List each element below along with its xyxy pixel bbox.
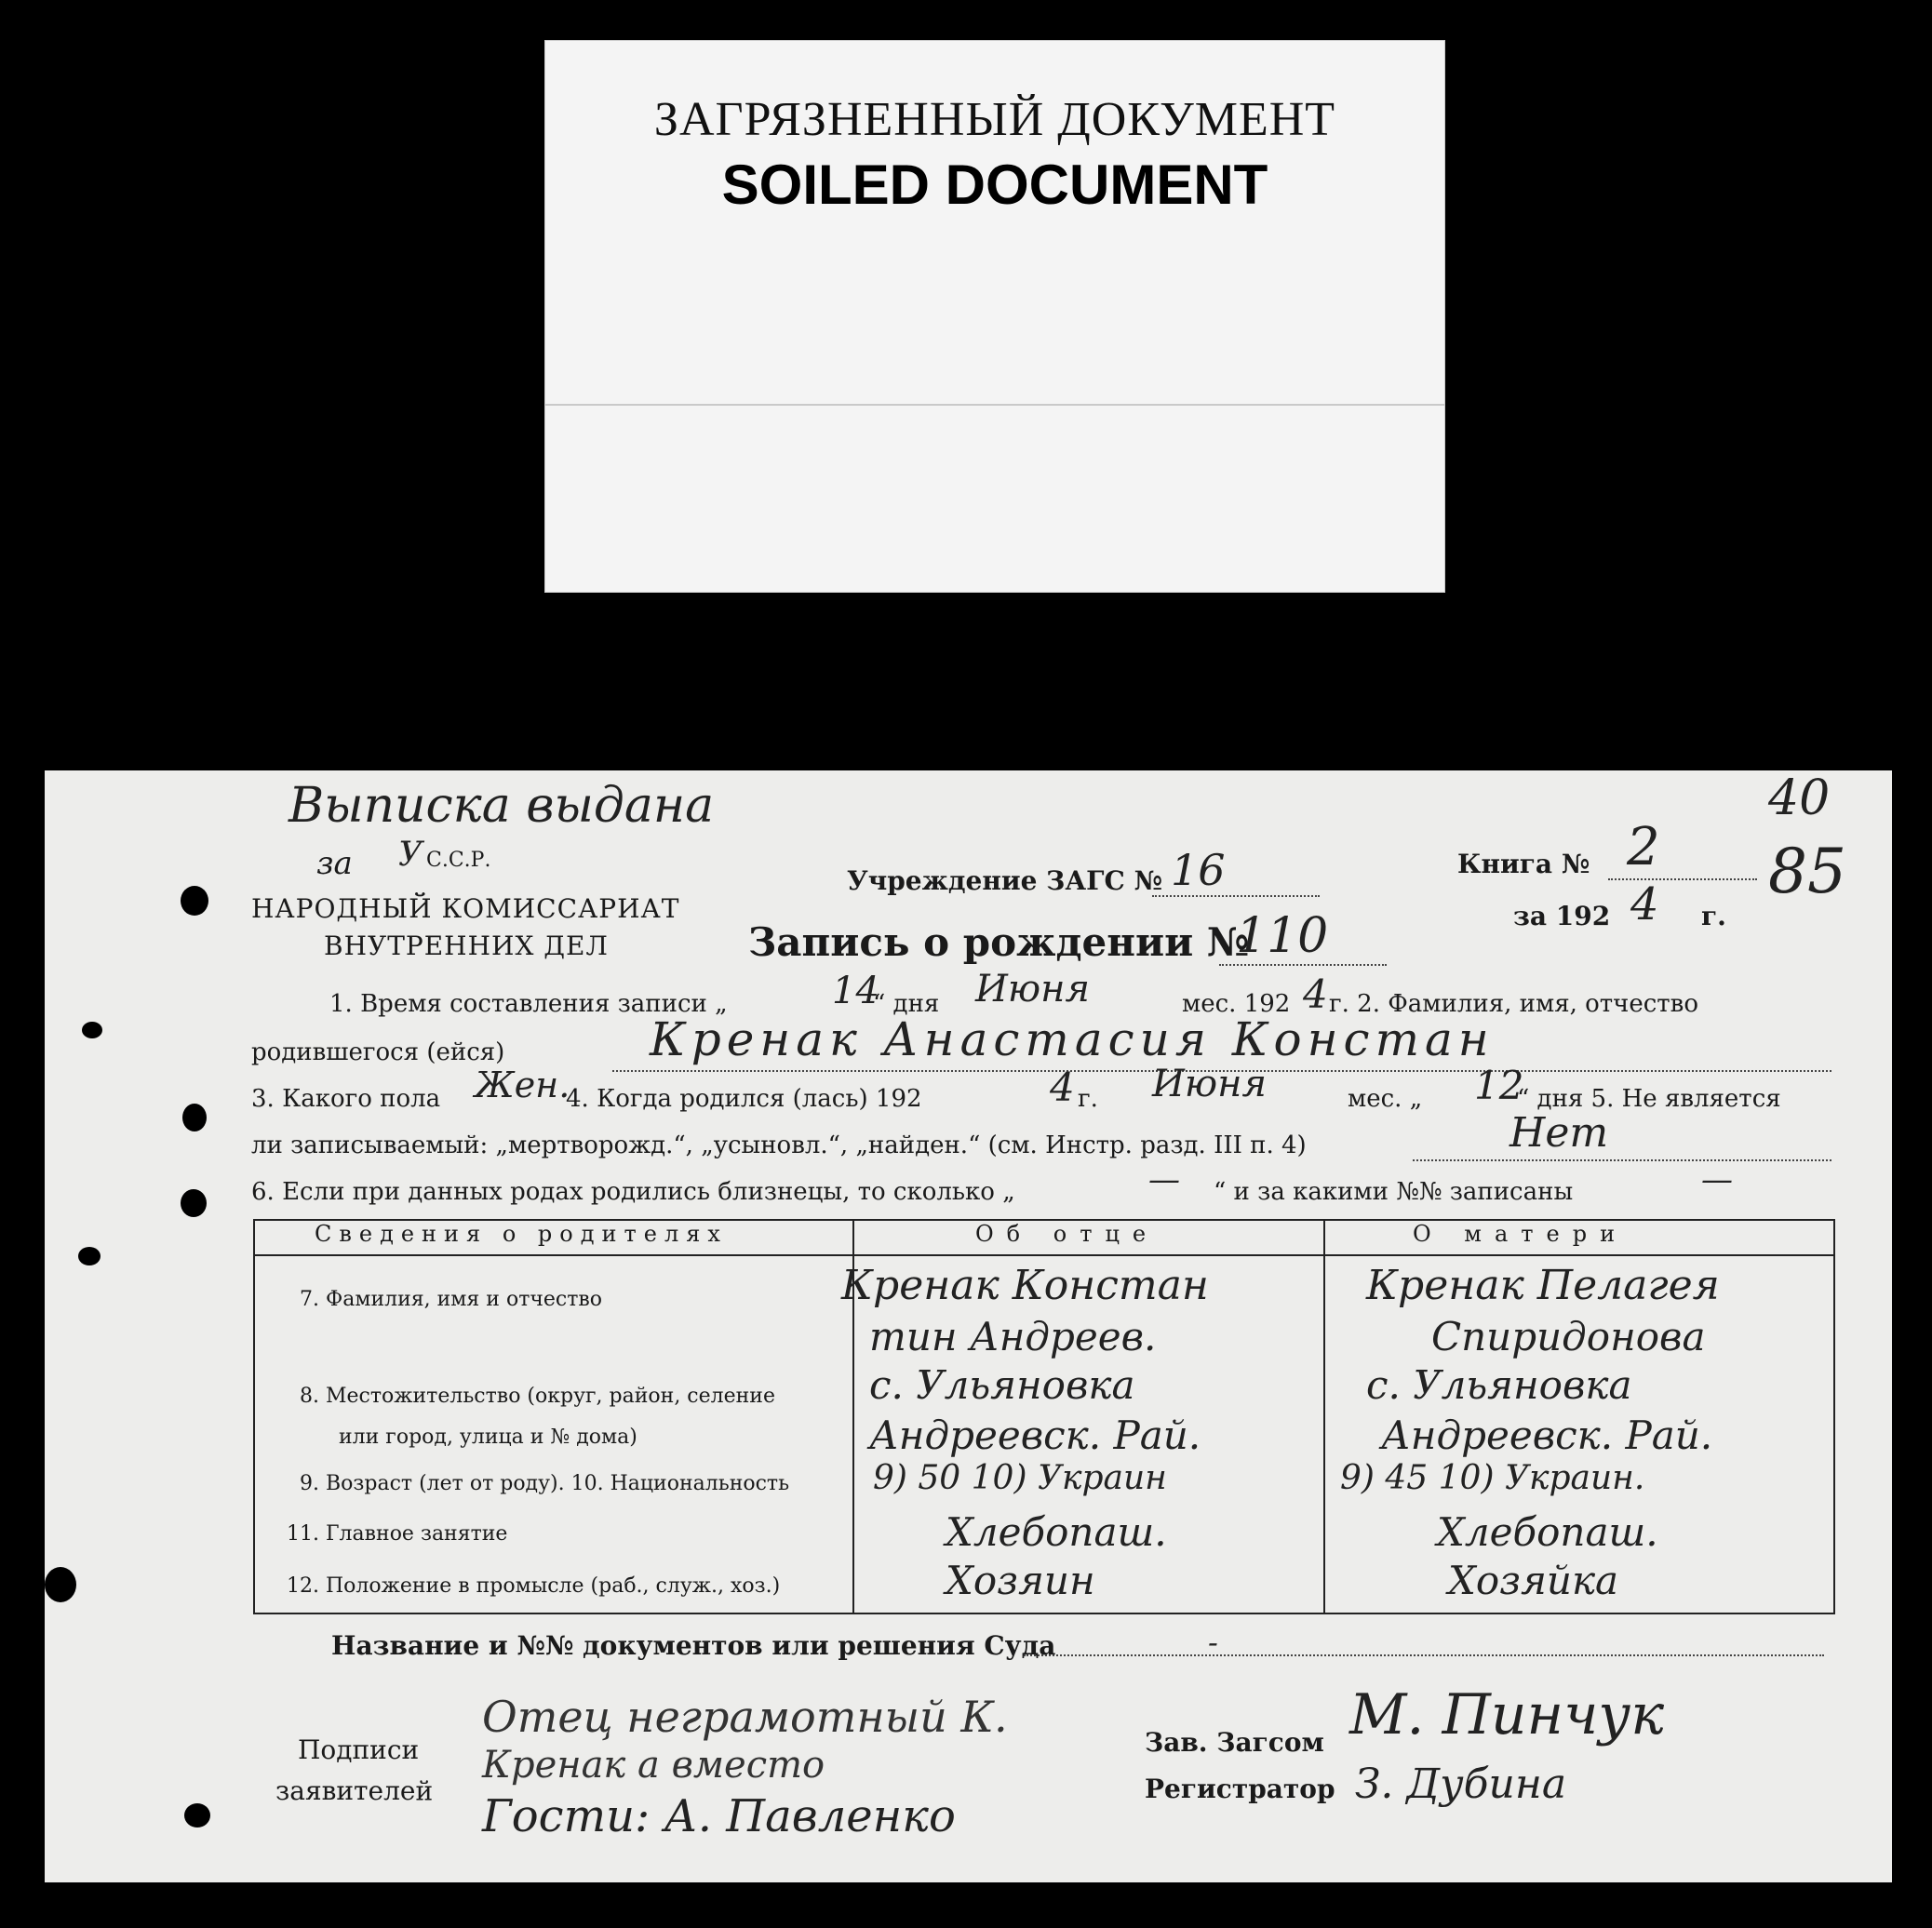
ussr-handwritten: У <box>398 836 423 874</box>
q6-after: “ и за какими №№ записаны <box>1214 1178 1574 1206</box>
q4-mid: мес. „ <box>1348 1085 1423 1113</box>
row-label-residence-2: или город, улица и № дома) <box>339 1426 637 1449</box>
signatures-value-1: Отец неграмотный К. <box>482 1692 1008 1742</box>
q1-after: г. 2. Фамилия, имя, отчество <box>1329 990 1698 1018</box>
corner-number-2: 85 <box>1768 836 1846 907</box>
punch-hole <box>82 1022 102 1038</box>
court-label: Название и №№ документов или решения Суда <box>331 1630 1056 1661</box>
mother-position: Хозяйка <box>1448 1558 1619 1603</box>
soiled-title-ru: ЗАГРЯЗНЕННЫЙ ДОКУМЕНТ <box>653 93 1336 146</box>
q2-value: Кренак Анастасия Констан <box>650 1012 1495 1066</box>
ussr-prefix: за <box>316 845 353 882</box>
court-line <box>1024 1654 1824 1656</box>
punch-hole <box>45 1567 76 1602</box>
record-number: 110 <box>1236 908 1329 964</box>
commissariat-line1: НАРОДНЫЙ КОМИССАРИАТ <box>251 893 680 924</box>
q1-month: Июня <box>975 968 1090 1011</box>
mother-occupation: Хлебопаш. <box>1437 1509 1658 1555</box>
signatures-label-1: Подписи <box>298 1734 420 1765</box>
signatures-label-2: заявителей <box>275 1775 434 1806</box>
punch-hole <box>78 1247 101 1265</box>
corner-number-1: 40 <box>1768 770 1831 826</box>
punch-hole <box>181 1189 207 1217</box>
birth-record-form <box>45 770 1892 1882</box>
table-col-divider-2 <box>1323 1219 1325 1613</box>
father-name-1: Кренак Констан <box>841 1262 1209 1309</box>
card-fold-line <box>545 404 1444 406</box>
mother-residence-2: Андреевск. Рай. <box>1381 1413 1713 1458</box>
q4-after: “ дня 5. Не является <box>1517 1085 1781 1113</box>
row-label-position: 12. Положение в промысле (раб., служ., хоз.) <box>287 1574 781 1598</box>
father-residence-1: с. Ульяновка <box>869 1362 1135 1408</box>
court-value: - <box>1208 1625 1218 1660</box>
q4-year: 4 <box>1050 1064 1075 1110</box>
father-residence-2: Андреевск. Рай. <box>869 1413 1201 1458</box>
table-bottom-border <box>253 1613 1835 1614</box>
q1-day: 14 <box>832 970 879 1012</box>
q1-year: 4 <box>1303 971 1328 1017</box>
q5-line <box>1413 1159 1831 1161</box>
book-number: 2 <box>1627 817 1660 877</box>
punch-hole <box>184 1803 210 1828</box>
zags-label: Учреждение ЗАГС № <box>847 865 1162 896</box>
q6-value: — <box>1148 1161 1180 1198</box>
father-position: Хозяин <box>946 1558 1095 1603</box>
q3-label: 3. Какого пола <box>251 1085 441 1113</box>
q1-label: 1. Время составления записи „ <box>329 990 728 1018</box>
book-label: Книга № <box>1457 849 1590 879</box>
row-label-residence-1: 8. Местожительство (округ, район, селение <box>300 1385 775 1408</box>
year-suffix: г. <box>1701 901 1726 931</box>
row-label-occupation: 11. Главное занятие <box>287 1522 508 1546</box>
q2-label: родившегося (ейся) <box>251 1038 505 1066</box>
ussr-suffix: С.С.Р. <box>426 849 491 872</box>
registrar-label: Регистратор <box>1145 1774 1335 1804</box>
q6-label: 6. Если при данных родах родились близнецы, то сколько „ <box>251 1178 1015 1206</box>
table-header-mother: О матери <box>1413 1221 1629 1247</box>
soiled-title-en: SOILED DOCUMENT <box>721 154 1268 216</box>
annotation-issued: Выписка выдана <box>288 778 715 834</box>
table-header-parents: Сведения о родителях <box>315 1221 728 1247</box>
signatures-value-3: Гости: А. Павленко <box>482 1790 956 1842</box>
mother-residence-1: с. Ульяновка <box>1366 1362 1632 1408</box>
mother-name-2: Спиридонова <box>1431 1314 1706 1359</box>
father-name-2: тин Андреев. <box>869 1314 1157 1359</box>
head-signature: М. Пинчук <box>1349 1682 1665 1747</box>
mother-age-nationality: 9) 45 10) Украин. <box>1340 1459 1645 1497</box>
soiled-document-card <box>544 40 1445 593</box>
q4-year-suffix: г. <box>1078 1085 1098 1113</box>
q1-day-suffix: “ дня <box>873 990 940 1018</box>
q4-month: Июня <box>1152 1063 1267 1105</box>
registrar-signature: З. Дубина <box>1355 1761 1567 1808</box>
record-number-line <box>1219 964 1387 966</box>
q4-label: 4. Когда родился (лась) 192 <box>566 1085 922 1113</box>
punch-hole <box>181 886 208 916</box>
mother-name-1: Кренак Пелагея <box>1366 1262 1720 1309</box>
row-label-name: 7. Фамилия, имя и отчество <box>300 1288 603 1311</box>
q5-value: Нет <box>1509 1109 1609 1157</box>
q6-trailing: — <box>1701 1161 1733 1198</box>
row-label-age-nationality: 9. Возраст (лет от роду). 10. Национальность <box>300 1472 790 1495</box>
commissariat-line2: ВНУТРЕННИХ ДЕЛ <box>324 931 609 961</box>
q3-value: Жен. <box>475 1064 570 1105</box>
head-label: Зав. Загсом <box>1145 1727 1324 1758</box>
table-header-border <box>253 1254 1835 1256</box>
zags-number: 16 <box>1171 845 1226 895</box>
q5-label: ли записываемый: „мертворожд.“, „усыновл.“, „найден.“ (см. Инстр. разд. III п. 4) <box>251 1131 1307 1159</box>
q4-day: 12 <box>1474 1063 1524 1108</box>
father-occupation: Хлебопаш. <box>946 1509 1167 1555</box>
signatures-value-2: Кренак а вместо <box>482 1744 825 1787</box>
table-right-border <box>1833 1219 1835 1613</box>
zags-number-line <box>1152 895 1320 897</box>
table-header-father: Об отце <box>975 1221 1160 1247</box>
record-title: Запись о рождении № <box>748 919 1250 965</box>
father-age-nationality: 9) 50 10) Украин <box>873 1459 1167 1497</box>
table-left-border <box>253 1219 255 1613</box>
year-label: за 192 <box>1513 901 1611 931</box>
punch-hole <box>182 1104 207 1131</box>
year-digit: 4 <box>1630 878 1659 931</box>
q1-mid: мес. 192 <box>1182 990 1291 1018</box>
